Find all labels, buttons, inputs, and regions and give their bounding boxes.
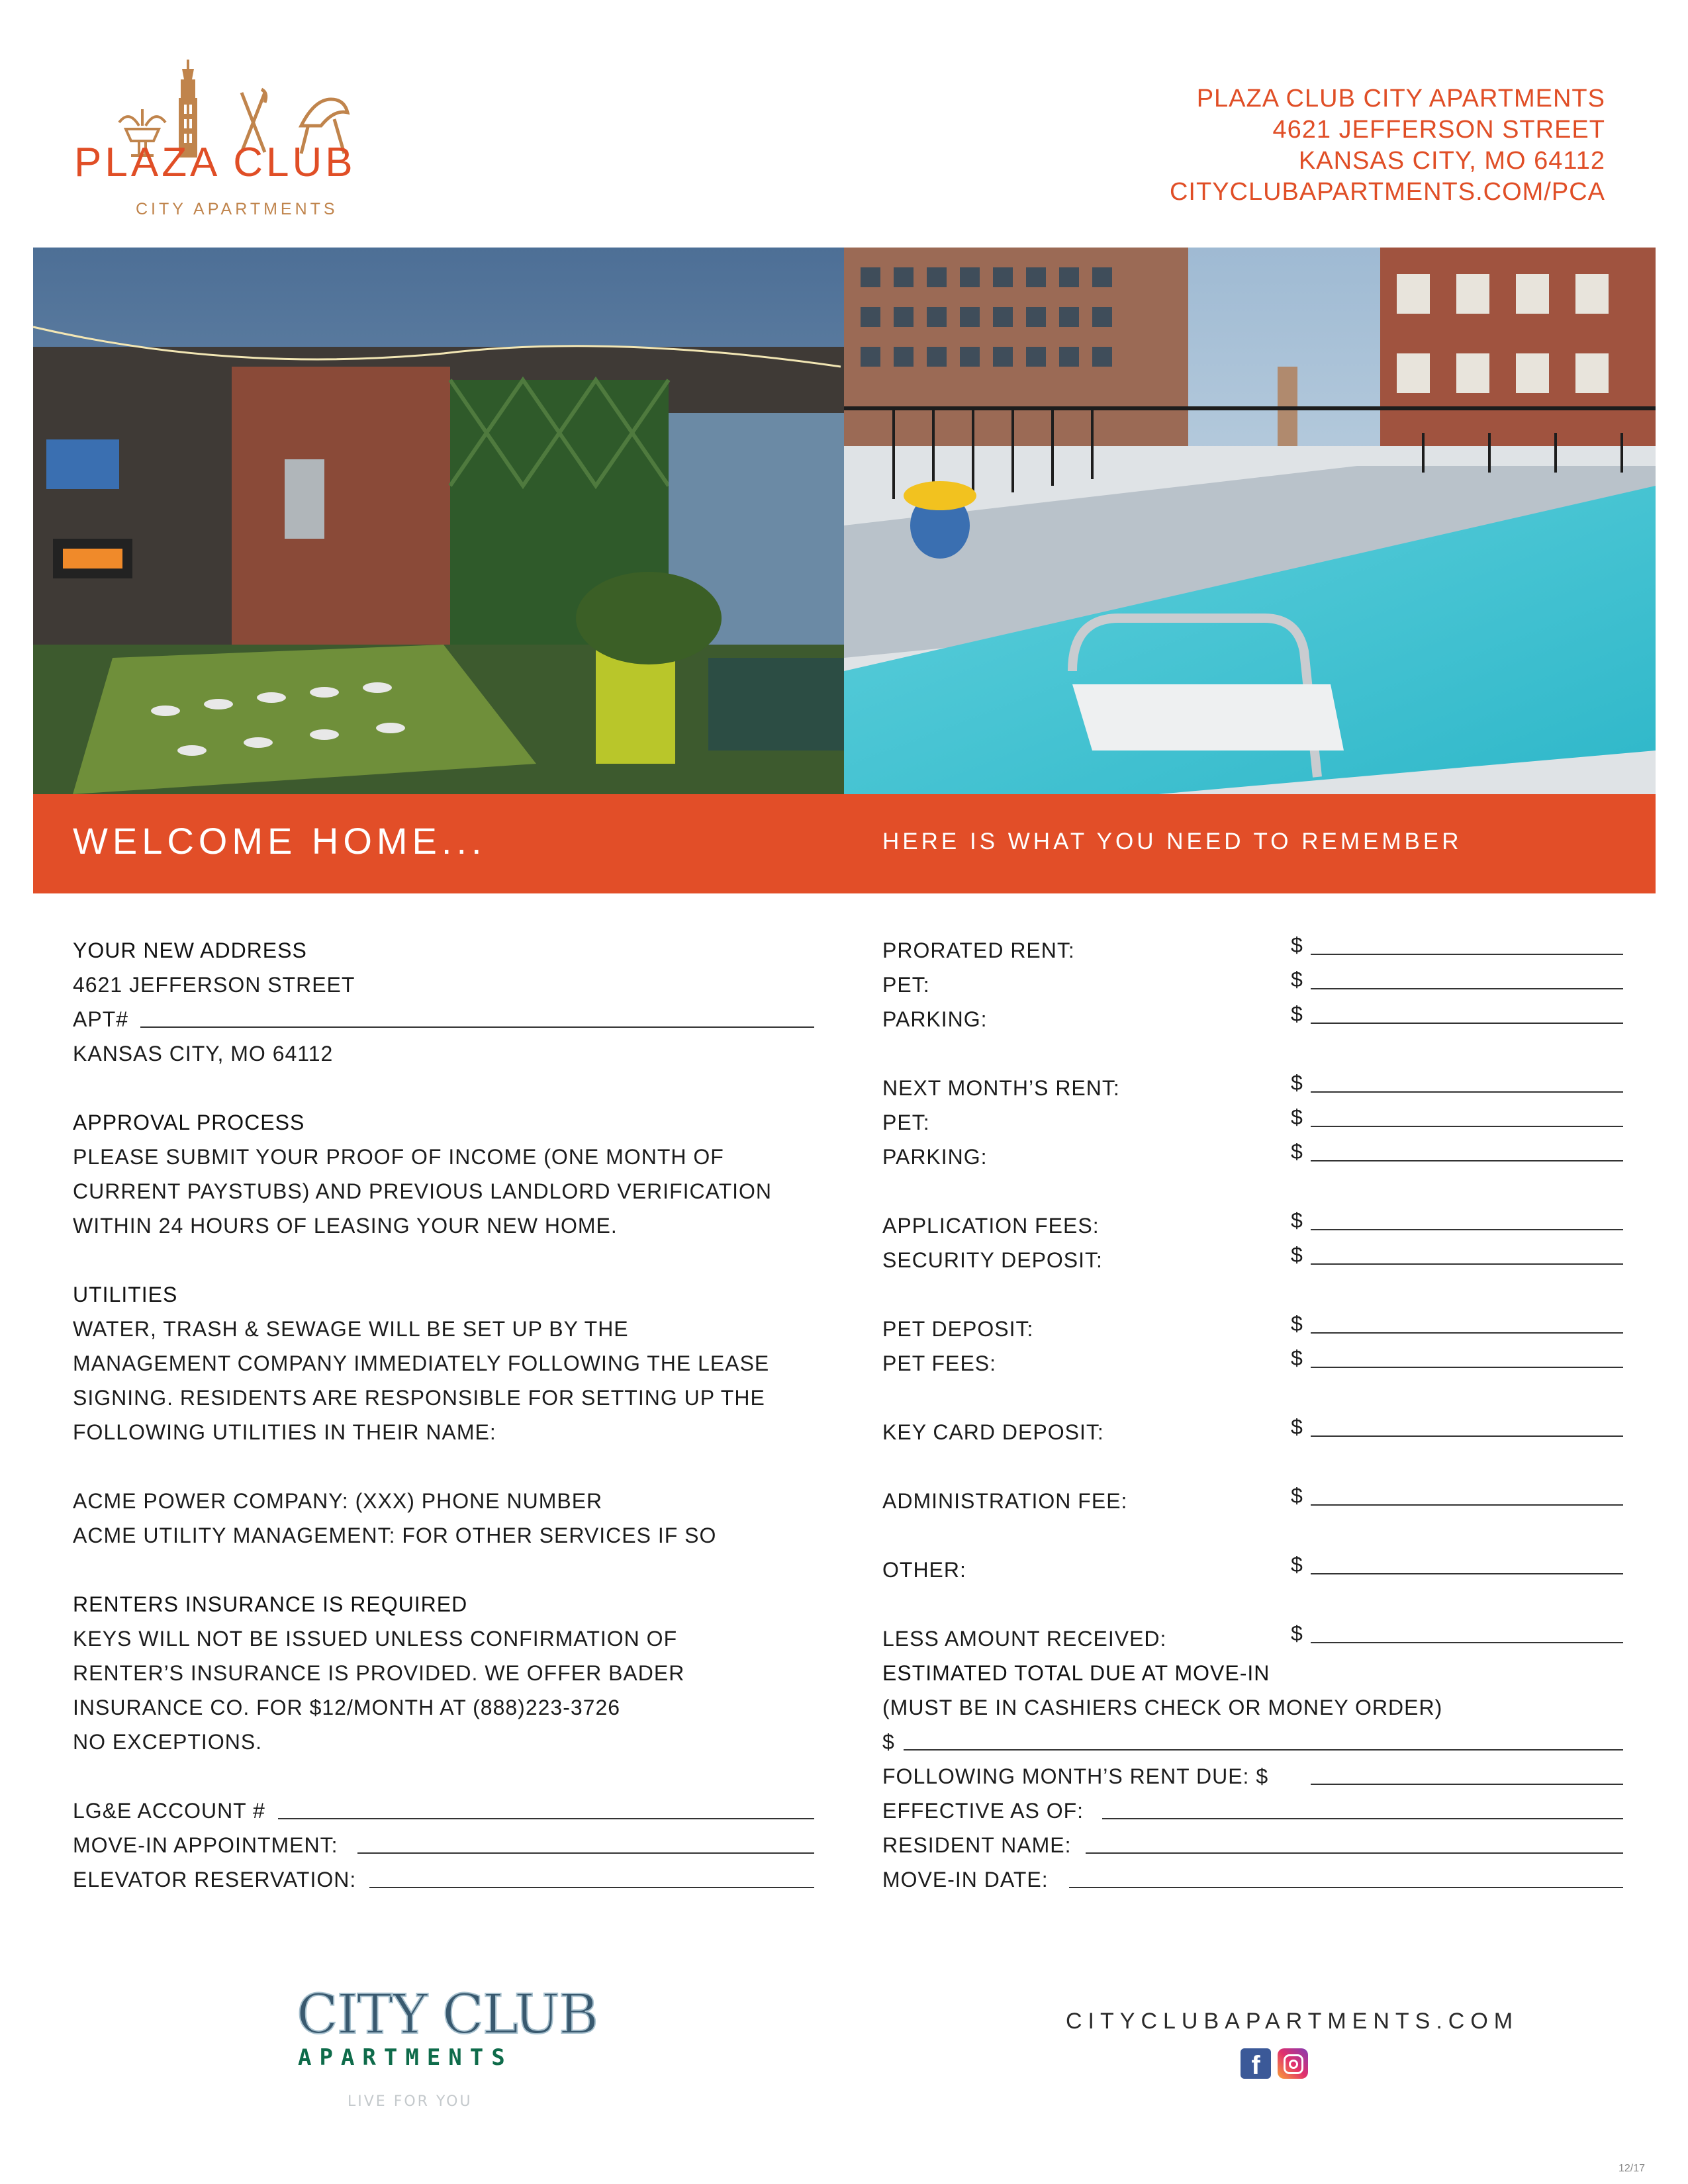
fee-label: PET:: [882, 973, 930, 997]
insurance-text: RENTER’S INSURANCE IS PROVIDED. WE OFFER BADER: [73, 1661, 685, 1685]
fee-amount-field[interactable]: [1311, 1091, 1623, 1093]
total-dollar-sign: $: [882, 1730, 895, 1754]
approval-text: WITHIN 24 HOURS OF LEASING YOUR NEW HOME.: [73, 1214, 618, 1238]
fee-dollar-sign: $: [1291, 1002, 1303, 1026]
apt-label: APT#: [73, 1007, 129, 1031]
fee-dollar-sign: $: [1291, 933, 1303, 957]
footer-website[interactable]: CITYCLUBAPARTMENTS.COM: [1066, 2009, 1519, 2034]
fee-amount-field[interactable]: [1311, 954, 1623, 955]
utility-company: ACME UTILITY MANAGEMENT: FOR OTHER SERVICES IF SO: [73, 1524, 717, 1547]
insurance-text: INSURANCE CO. FOR $12/MONTH AT (888)223-3726: [73, 1696, 621, 1719]
insurance-text: NO EXCEPTIONS.: [73, 1730, 263, 1754]
fee-amount-field[interactable]: [1311, 1573, 1623, 1574]
address-street: 4621 JEFFERSON STREET: [73, 973, 355, 997]
fee-dollar-sign: $: [1291, 1140, 1303, 1163]
following-rent-label: FOLLOWING MONTH’S RENT DUE: $: [882, 1764, 1269, 1788]
hero-photos: [33, 248, 1656, 794]
resident-name-label: RESIDENT NAME:: [882, 1833, 1072, 1857]
utilities-text: MANAGEMENT COMPANY IMMEDIATELY FOLLOWING THE LEASE: [73, 1351, 770, 1375]
city-club-logo-title: CITY CLUB: [297, 1983, 598, 2046]
address-title: YOUR NEW ADDRESS: [73, 938, 307, 962]
header-address: [1170, 83, 1605, 208]
fee-amount-field[interactable]: [1311, 1229, 1623, 1230]
fee-label: APPLICATION FEES:: [882, 1214, 1100, 1238]
total-note: (MUST BE IN CASHIERS CHECK OR MONEY ORDER): [882, 1696, 1443, 1719]
fee-label: PET FEES:: [882, 1351, 997, 1375]
fee-dollar-sign: $: [1291, 1105, 1303, 1129]
approval-text: PLEASE SUBMIT YOUR PROOF OF INCOME (ONE MONTH OF: [73, 1145, 724, 1169]
fee-amount-field[interactable]: [1311, 1504, 1623, 1506]
fee-label: PARKING:: [882, 1145, 988, 1169]
fee-label: PET DEPOSIT:: [882, 1317, 1034, 1341]
fee-label: PET:: [882, 1111, 930, 1134]
utilities-title: UTILITIES: [73, 1283, 178, 1306]
resident-name-field[interactable]: [1086, 1852, 1623, 1854]
facebook-icon[interactable]: f: [1241, 2048, 1271, 2079]
fee-dollar-sign: $: [1291, 1312, 1303, 1336]
effective-date-field[interactable]: [1102, 1818, 1623, 1819]
welcome-heading: WELCOME HOME...: [73, 820, 487, 862]
fee-amount-field[interactable]: [1311, 1642, 1623, 1643]
fee-amount-field[interactable]: [1311, 1435, 1623, 1437]
fee-amount-field[interactable]: [1311, 1367, 1623, 1368]
fee-label: KEY CARD DEPOSIT:: [882, 1420, 1104, 1444]
movein-appointment-label: MOVE-IN APPOINTMENT:: [73, 1833, 338, 1857]
fee-label: OTHER:: [882, 1558, 966, 1582]
instagram-icon[interactable]: [1278, 2048, 1308, 2079]
fee-dollar-sign: $: [1291, 1484, 1303, 1508]
elevator-reservation-field[interactable]: [369, 1887, 814, 1888]
brand-name: PLAZA CLUB: [74, 140, 356, 185]
property-street: 4621 JEFFERSON STREET: [1272, 116, 1605, 144]
fee-amount-field[interactable]: [1311, 1263, 1623, 1265]
fee-amount-field[interactable]: [1311, 1160, 1623, 1161]
rooftop-pool-photo: [844, 248, 1656, 794]
property-website[interactable]: CITYCLUBAPARTMENTS.COM/PCA: [1169, 178, 1605, 206]
elevator-reservation-label: ELEVATOR RESERVATION:: [73, 1868, 357, 1891]
fee-label: ADMINISTRATION FEE:: [882, 1489, 1128, 1513]
fee-dollar-sign: $: [1291, 1071, 1303, 1095]
fee-amount-field[interactable]: [1311, 1023, 1623, 1024]
fee-dollar-sign: $: [1291, 968, 1303, 991]
effective-date-label: EFFECTIVE AS OF:: [882, 1799, 1084, 1823]
fee-label: LESS AMOUNT RECEIVED:: [882, 1627, 1167, 1651]
fee-label: NEXT MONTH’S RENT:: [882, 1076, 1120, 1100]
address-city: KANSAS CITY, MO 64112: [73, 1042, 334, 1066]
following-rent-field[interactable]: [1311, 1784, 1623, 1785]
remember-subheading: HERE IS WHAT YOU NEED TO REMEMBER: [882, 829, 1462, 854]
city-club-logo-tagline: LIVE FOR YOU: [348, 2093, 473, 2110]
fee-amount-field[interactable]: [1311, 1332, 1623, 1334]
movein-date-label: MOVE-IN DATE:: [882, 1868, 1049, 1891]
insurance-text: KEYS WILL NOT BE ISSUED UNLESS CONFIRMATION OF: [73, 1627, 678, 1651]
fee-label: PRORATED RENT:: [882, 938, 1075, 962]
property-name: PLAZA CLUB CITY APARTMENTS: [1196, 85, 1605, 113]
lge-account-field[interactable]: [278, 1818, 814, 1819]
fee-dollar-sign: $: [1291, 1415, 1303, 1439]
brand-subtitle: CITY APARTMENTS: [136, 200, 338, 218]
approval-title: APPROVAL PROCESS: [73, 1111, 305, 1134]
total-due-field[interactable]: [904, 1749, 1623, 1751]
rooftop-lounge-photo: [33, 248, 844, 794]
total-title: ESTIMATED TOTAL DUE AT MOVE-IN: [882, 1661, 1270, 1685]
fee-label: PARKING:: [882, 1007, 988, 1031]
movein-appointment-field[interactable]: [357, 1852, 814, 1854]
fee-label: SECURITY DEPOSIT:: [882, 1248, 1103, 1272]
fee-amount-field[interactable]: [1311, 988, 1623, 989]
fee-dollar-sign: $: [1291, 1346, 1303, 1370]
revision-date: 12/17: [1618, 2163, 1646, 2174]
lge-account-label: LG&E ACCOUNT #: [73, 1799, 265, 1823]
approval-text: CURRENT PAYSTUBS) AND PREVIOUS LANDLORD VERIFICATION: [73, 1179, 773, 1203]
utilities-text: FOLLOWING UTILITIES IN THEIR NAME:: [73, 1420, 496, 1444]
city-club-logo-subtitle: APARTMENTS: [298, 2044, 513, 2071]
movein-date-field[interactable]: [1069, 1887, 1623, 1888]
utility-company: ACME POWER COMPANY: (XXX) PHONE NUMBER: [73, 1489, 603, 1513]
fee-dollar-sign: $: [1291, 1208, 1303, 1232]
utilities-text: SIGNING. RESIDENTS ARE RESPONSIBLE FOR SETTING UP THE: [73, 1386, 765, 1410]
fee-amount-field[interactable]: [1311, 1126, 1623, 1127]
insurance-title: RENTERS INSURANCE IS REQUIRED: [73, 1592, 468, 1616]
apt-field[interactable]: [140, 1026, 814, 1028]
fee-dollar-sign: $: [1291, 1243, 1303, 1267]
utilities-text: WATER, TRASH & SEWAGE WILL BE SET UP BY THE: [73, 1317, 629, 1341]
fee-dollar-sign: $: [1291, 1553, 1303, 1576]
fee-dollar-sign: $: [1291, 1621, 1303, 1645]
city-club-logo: [291, 1979, 598, 2131]
property-city: KANSAS CITY, MO 64112: [1298, 147, 1605, 175]
